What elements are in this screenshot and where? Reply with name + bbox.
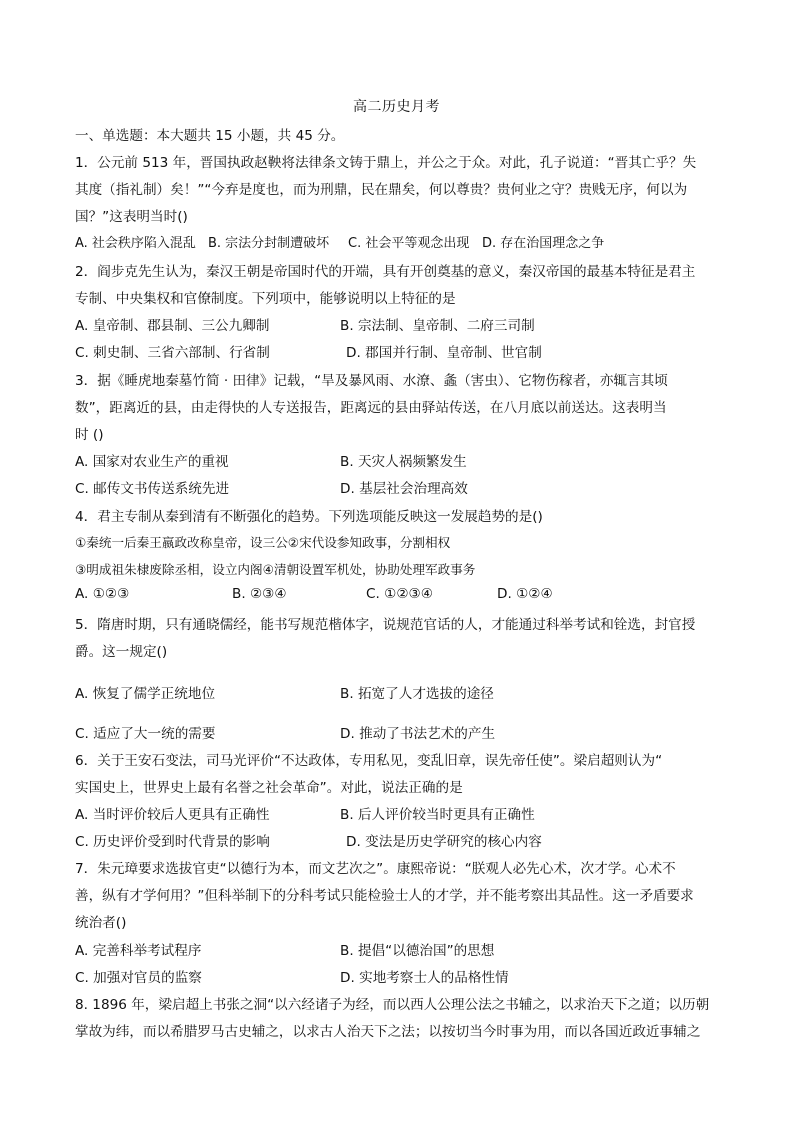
- q2-option-a: A. 皇帝制、郡县制、三公九卿制: [75, 318, 270, 334]
- q5-option-a: A. 恢复了儒学正统地位: [75, 686, 216, 702]
- section-heading: 一、单选题：本大题共 15 小题，共 45 分。: [75, 128, 345, 144]
- q7-option-d: D. 实地考察士人的品格性情: [340, 970, 509, 986]
- question-2-line-1: 2．阎步克先生认为，秦汉王朝是帝国时代的开端，具有开创奠基的意义，秦汉帝国的最基本特征是君主: [75, 264, 696, 280]
- question-8-line-2: 掌故为纬，而以希腊罗马古史辅之，以求古人治天下之法；以按切当今时事为用，而以各国近政近事辅之: [75, 1024, 701, 1040]
- q2-option-c: C. 刺史制、三省六部制、行省制: [75, 345, 270, 361]
- question-5-line-2: 爵。这一规定(): [75, 644, 168, 660]
- q4-option-a: A. ①②③: [75, 586, 130, 602]
- question-5-line-1: 5．隋唐时期，只有通晓儒经，能书写规范楷体字，说规范官话的人，才能通过科举考试和铨选，封官授: [75, 617, 696, 633]
- question-7-line-1: 7．朱元璋要求选拔官吏“以德行为本，而文艺次之”。康熙帝说：“朕观人必先心术，次才学。心术不: [75, 861, 676, 877]
- question-7-line-3: 统治者(): [75, 915, 127, 931]
- question-4-line-2: ①秦统一后秦王嬴政改称皇帝，设三公②宋代设参知政事，分割相权: [75, 535, 451, 550]
- q1-option-b: B. 宗法分封制遭破坏: [208, 236, 330, 251]
- question-6-line-2: 实国史上，世界史上最有名誉之社会革命”。对此，说法正确的是: [75, 780, 463, 796]
- q6-option-a: A. 当时评价较后人更具有正确性: [75, 807, 270, 823]
- q3-option-b: B. 天灾人祸频繁发生: [340, 454, 467, 470]
- q6-option-b: B. 后人评价较当时更具有正确性: [340, 807, 535, 823]
- q3-option-c: C. 邮传文书传送系统先进: [75, 481, 230, 497]
- question-3-line-1: 3．据《睡虎地秦墓竹简 · 田律》记载，“旱及暴风雨、水潦、螽（害虫）、它物伤稼者，亦辄言其顷: [75, 373, 668, 389]
- q3-option-a: A. 国家对农业生产的重视: [75, 454, 229, 470]
- q2-option-b: B. 宗法制、皇帝制、二府三司制: [340, 318, 535, 334]
- q3-option-d: D. 基层社会治理高效: [340, 481, 468, 497]
- q1-option-a: A. 社会秩序陷入混乱: [75, 236, 196, 251]
- question-6-line-1: 6．关于王安石变法，司马光评价“不达政体，专用私见，变乱旧章，误先帝任使”。梁启超则认为“: [75, 753, 663, 769]
- question-8-line-1: 8. 1896 年，梁启超上书张之洞“以六经诸子为经，而以西人公理公法之书辅之，以求治天下之道；以历朝: [75, 997, 710, 1013]
- q4-option-c: C. ①②③④: [366, 586, 433, 602]
- q7-option-c: C. 加强对官员的监察: [75, 970, 202, 986]
- question-1-line-1: 1．公元前 513 年，晋国执政赵鞅将法律条文铸于鼎上，并公之于众。对此，孔子说道：“晋其亡乎？失: [75, 155, 697, 171]
- q2-option-d: D. 郡国并行制、皇帝制、世官制: [346, 345, 542, 361]
- question-1-line-2: 其度（指礼制）矣！”“今弃是度也，而为刑鼎，民在鼎矣，何以尊贵？贵何业之守？贵贱无序，何以为: [75, 182, 688, 198]
- question-2-line-2: 专制、中央集权和官僚制度。下列项中，能够说明以上特征的是: [75, 291, 456, 307]
- question-4-line-3: ③明成祖朱棣废除丞相，设立内阁④清朝设置军机处，协助处理军政事务: [75, 562, 476, 577]
- question-3-line-2: 数”，距离近的县，由走得快的人专送报告，距离远的县由驿站传送，在八月底以前送达。这表明当: [75, 400, 667, 416]
- q5-option-b: B. 拓宽了人才选拔的途径: [340, 686, 494, 702]
- question-1-line-3: 国？”这表明当时(): [75, 209, 188, 225]
- q6-option-d: D. 变法是历史学研究的核心内容: [346, 834, 542, 850]
- question-3-line-3: 时 (): [75, 427, 104, 443]
- question-4-line-1: 4．君主专制从秦到清有不断强化的趋势。下列选项能反映这一发展趋势的是(): [75, 509, 543, 525]
- q1-option-d: D. 存在治国理念之争: [482, 236, 605, 251]
- q6-option-c: C. 历史评价受到时代背景的影响: [75, 834, 270, 850]
- q5-option-d: D. 推动了书法艺术的产生: [340, 726, 496, 742]
- q1-option-c: C. 社会平等观念出现: [348, 236, 470, 251]
- q4-option-b: B. ②③④: [232, 586, 287, 602]
- q4-option-d: D. ①②④: [497, 586, 553, 602]
- page-title: 高二历史月考: [353, 99, 440, 115]
- question-7-line-2: 善，纵有才学何用？”但科举制下的分科考试只能检验士人的才学，并不能考察出其品性。这一矛盾要求: [75, 888, 694, 904]
- q5-option-c: C. 适应了大一统的需要: [75, 726, 216, 742]
- q7-option-b: B. 提倡“以德治国”的思想: [340, 943, 495, 959]
- q7-option-a: A. 完善科举考试程序: [75, 943, 202, 959]
